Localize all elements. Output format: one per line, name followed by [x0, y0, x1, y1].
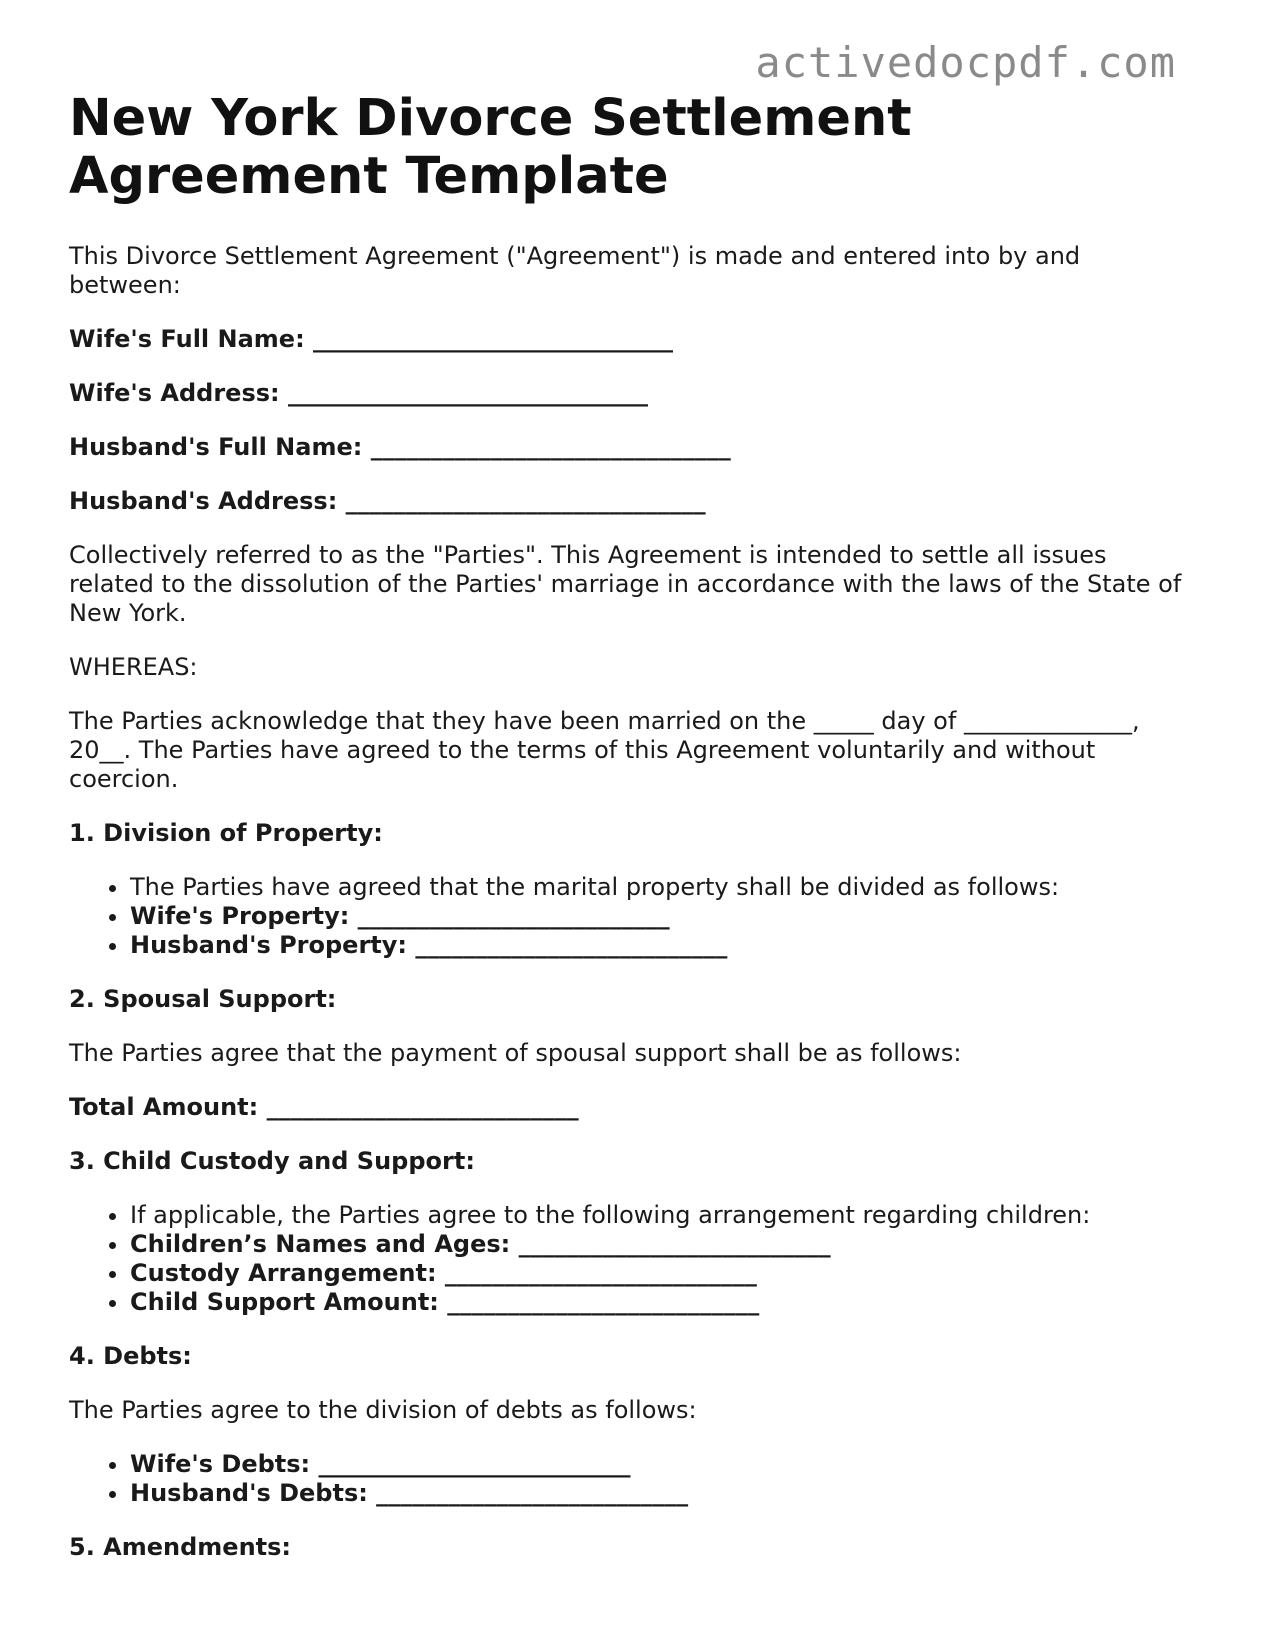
- document-page: [69, 90, 1189, 1587]
- document-title: New York Divorce Settlement Agreement Template: [69, 89, 912, 206]
- husband-name-field: Husband's Full Name: ______________________________: [69, 433, 731, 461]
- section-support-heading: 2. Spousal Support:: [69, 985, 337, 1013]
- child-support-field: • Child Support Amount: __________________________: [130, 1288, 1189, 1317]
- marriage-paragraph: The Parties acknowledge that they have been married on the _____ day of ______________, 20__. The Parties have agreed to the terms of this Agreement voluntarily and without coercion.: [69, 707, 1140, 793]
- section-debts-heading: 4. Debts:: [69, 1342, 192, 1370]
- intro-paragraph: This Divorce Settlement Agreement ("Agreement") is made and entered into by and between:: [69, 242, 1081, 299]
- property-list: [69, 873, 1189, 960]
- total-amount-field: Total Amount: __________________________: [69, 1093, 579, 1121]
- section-property-heading: 1. Division of Property:: [69, 819, 383, 847]
- section-amendments-heading: 5. Amendments:: [69, 1533, 292, 1561]
- husband-property-field: • Husband's Property: __________________________: [130, 931, 1189, 960]
- watermark: activedocpdf.com: [755, 38, 1176, 87]
- husband-address-field: Husband's Address: ______________________________: [69, 487, 706, 515]
- debts-list: [69, 1450, 1189, 1508]
- list-item: • The Parties have agreed that the marital property shall be divided as follows:: [130, 873, 1189, 902]
- husband-debts-field: • Husband's Debts: __________________________: [130, 1479, 1189, 1508]
- custody-list: [69, 1201, 1189, 1317]
- wife-debts-field: • Wife's Debts: __________________________: [130, 1450, 1189, 1479]
- section-custody-heading: 3. Child Custody and Support:: [69, 1147, 475, 1175]
- wife-name-field: Wife's Full Name: ______________________________: [69, 325, 674, 353]
- collective-paragraph: Collectively referred to as the "Parties". This Agreement is intended to settle all issues related to the dissolution of the Parties' marriage in accordance with the laws of the State of New York.: [69, 541, 1182, 627]
- support-paragraph: The Parties agree that the payment of spousal support shall be as follows:: [69, 1039, 962, 1067]
- wife-address-field: Wife's Address: ______________________________: [69, 379, 648, 407]
- wife-property-field: • Wife's Property: __________________________: [130, 902, 1189, 931]
- debts-paragraph: The Parties agree to the division of debts as follows:: [69, 1396, 697, 1424]
- custody-arrangement-field: • Custody Arrangement: __________________________: [130, 1259, 1189, 1288]
- list-item: • If applicable, the Parties agree to the following arrangement regarding children:: [130, 1201, 1189, 1230]
- whereas-heading: WHEREAS:: [69, 653, 198, 681]
- children-names-field: • Children’s Names and Ages: __________________________: [130, 1230, 1189, 1259]
